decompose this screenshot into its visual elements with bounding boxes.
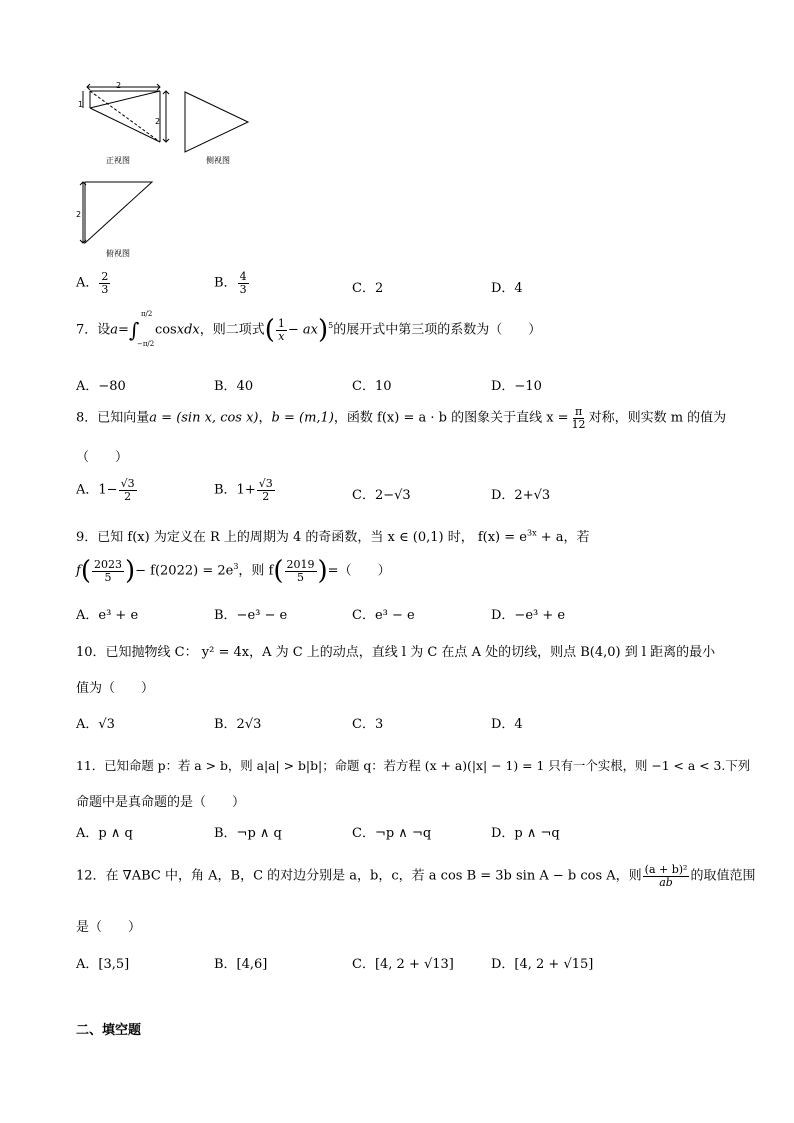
q8-option-c[interactable]: C．2−√3 [352,488,411,503]
q11-stem-line2: 命题中是真命题的是（ ） [76,795,246,810]
section-2-heading: 二、填空题 [76,1023,142,1038]
q6-option-d[interactable]: D．4 [491,281,523,296]
q12-stem-line1: 12．在 ∇ABC 中，角 A，B，C 的对边分别是 a，b，c，若 a cos B = 3b sin A − b cos A，则 $\frac{\text{(a + b)²}}{ab}$ 的取值范围 [76,863,756,889]
q7-stem: 7．设a=∫ π/2 −π/2 cosxdx，则二项式( $\frac{1}{x}$ − ax)$^5$的展开式中第三项的系数为（ ） [76,310,542,349]
q7-option-c[interactable]: C．10 [352,379,392,394]
q7-option-b[interactable]: B．40 [214,379,254,394]
q7-option-a[interactable]: A．−80 [76,379,126,394]
q7-option-d[interactable]: D．−10 [491,379,542,394]
q12-stem-line2: 是（ ） [76,920,142,935]
q6-option-a[interactable]: A． $\frac{2}{3}$ [76,270,109,296]
q9-option-c[interactable]: C．e³ − e [352,608,415,623]
q6-a-fraction: $\frac{2}{3}$ [101,270,109,296]
q9-option-d[interactable]: D．−e³ + e [491,608,566,623]
q11-option-d[interactable]: D．p ∧ ¬q [491,826,560,841]
q11-option-c[interactable]: C．¬p ∧ ¬q [352,826,432,841]
q8-option-b[interactable]: B．1+ $\frac{√3}{2}$ [214,477,273,503]
q8-option-d[interactable]: D．2+√3 [491,488,551,503]
q10-option-a[interactable]: A．√3 [76,717,115,732]
front-view-right-label: 2 [155,117,161,126]
q6-option-b[interactable]: B． $\frac{4}{3}$ [214,270,247,296]
top-view-caption: 俯视图 [106,249,130,258]
q8-stem-line1: 8．已知向量a = (sin x, cos x)，b = (m,1)，函数 f(x) = a · b 的图象关于直线 x = $\frac{\pi}{12}$ 对称，则实数 m 的值为 [76,405,727,431]
q9-stem-line1: 9．已知 f(x) 为定义在 R 上的周期为 4 的奇函数，当 x ∈ (0,1) 时， $f(x) = e^{3x} + a$，若 [76,528,590,545]
front-view-width-label: 2 [116,81,122,90]
side-view-caption: 侧视图 [206,156,230,165]
q12-option-b[interactable]: B．[4,6] [214,957,268,972]
q10-option-d[interactable]: D．4 [491,717,523,732]
q10-stem-line2: 值为（ ） [76,681,155,696]
q6-b-fraction: $\frac{4}{3}$ [239,270,247,296]
q10-stem-line1: 10．已知抛物线 C： y² = 4x，A 为 C 上的动点，直线 l 为 C 在点 A 处的切线，则点 B(4,0) 到 l 距离的最小 [76,645,716,660]
front-view-caption: 正视图 [106,156,130,165]
q11-option-a[interactable]: A．p ∧ q [76,826,133,841]
side-view-figure [185,92,248,152]
q10-option-b[interactable]: B．2√3 [214,717,262,732]
q12-option-a[interactable]: A．[3,5] [76,957,130,972]
q12-option-d[interactable]: D．[4, 2 + √15] [491,957,594,972]
top-view-dim-label: 2 [76,210,82,219]
q10-option-c[interactable]: C．3 [352,717,384,732]
q8-option-a[interactable]: A．1− $\frac{√3}{2}$ [76,477,135,503]
top-view-figure [80,182,152,243]
q9-option-a[interactable]: A．e³ + e [76,608,139,623]
front-view-figure [83,84,169,142]
q9-option-b[interactable]: B．−e³ − e [214,608,288,623]
q8-stem-line2: （ ） [76,450,129,465]
three-view-figures [70,75,270,270]
q9-stem-line2: f( $\frac{2023}{5}$ )− $f(2022) = 2e^3$，则 f( $\frac{2019}{5}$ )=（ ） [76,556,391,587]
q12-option-c[interactable]: C．[4, 2 + √13] [352,957,454,972]
front-view-left-label: 1 [78,100,84,109]
q11-stem-line1: 11．已知命题 p：若 a > b，则 a|a| > b|b|；命题 q：若方程 (x + a)(|x| − 1) = 1 只有一个实根，则 −1 < a < 3.下列 [76,758,751,773]
q6-option-c[interactable]: C．2 [352,281,384,296]
q11-option-b[interactable]: B．¬p ∧ q [214,826,282,841]
